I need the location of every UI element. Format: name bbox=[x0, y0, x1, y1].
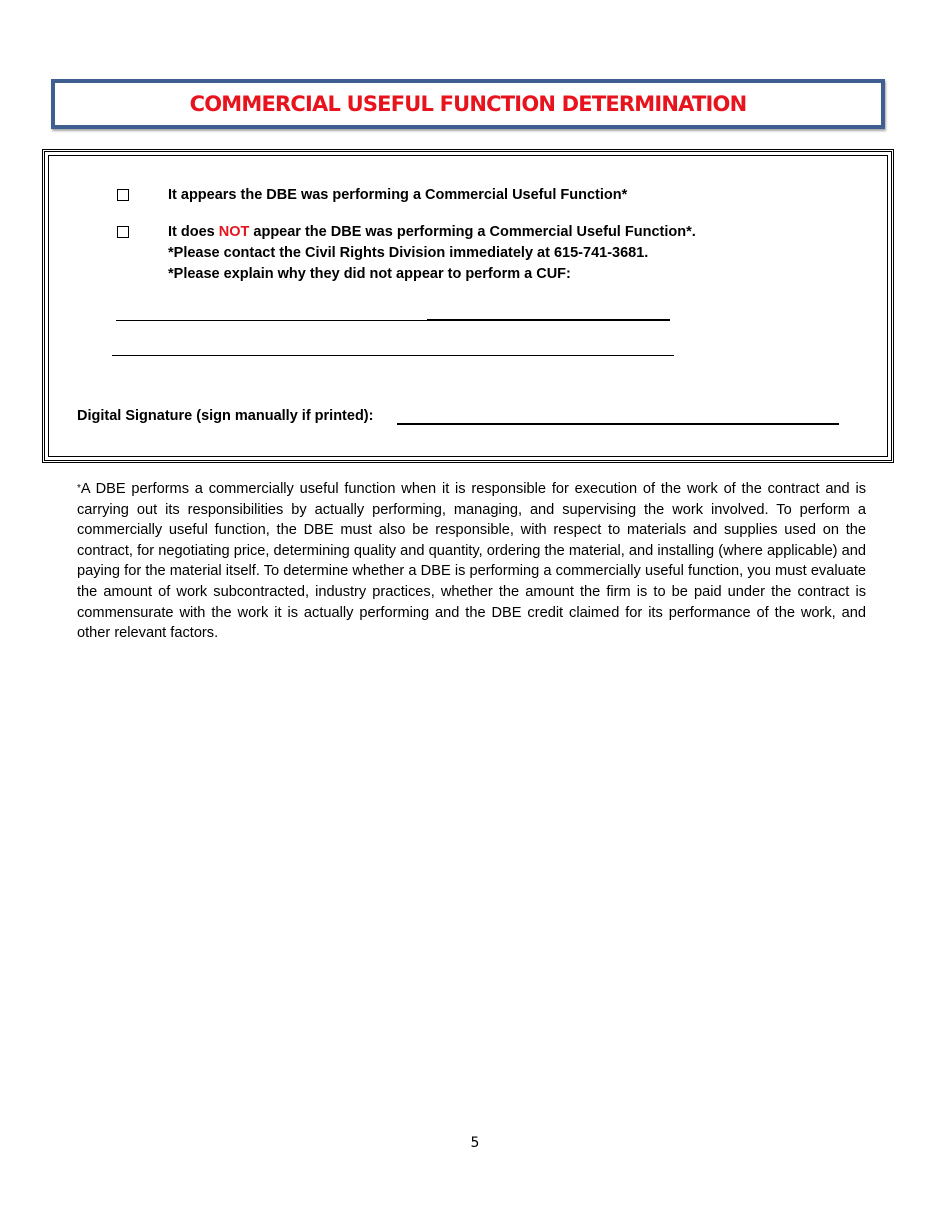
cuf-not-performed-label-prefix: It does bbox=[168, 224, 219, 240]
explanation-line-1-right[interactable] bbox=[427, 319, 670, 321]
cuf-not-performed-checkbox[interactable] bbox=[117, 226, 129, 238]
cuf-determination-form bbox=[42, 149, 894, 463]
explain-note: *Please explain why they did not appear to perform a CUF: bbox=[168, 266, 571, 282]
explanation-line-1-left[interactable] bbox=[116, 320, 427, 321]
title-banner bbox=[51, 79, 885, 129]
cuf-performed-label: It appears the DBE was performing a Commercial Useful Function* bbox=[168, 187, 628, 203]
cuf-not-performed-label bbox=[168, 222, 696, 243]
page-number: 5 bbox=[470, 1135, 480, 1151]
cuf-not-performed-label-suffix: appear the DBE was performing a Commercial Useful Function*. bbox=[249, 224, 696, 240]
footnote-star: * bbox=[77, 483, 81, 494]
cuf-performed-checkbox[interactable] bbox=[117, 189, 129, 201]
signature-label: Digital Signature (sign manually if printed): bbox=[77, 408, 374, 424]
contact-note: *Please contact the Civil Rights Division immediately at 615-741-3681. bbox=[168, 245, 649, 261]
cuf-definition-footnote bbox=[77, 479, 866, 644]
explanation-line-2[interactable] bbox=[112, 355, 674, 356]
not-emphasis: NOT bbox=[218, 224, 250, 240]
signature-line[interactable] bbox=[397, 423, 839, 425]
footnote-text: A DBE performs a commercially useful function when it is responsible for execution of the work of the contract and is carrying out its responsibilities by actually performing, managing, and supervising the work involved. To perform a commercially useful function, the DBE must also be responsible, with respect to materials and supplies used on the contract, for negotiating price, determining quality and quantity, ordering the material, and installing (where applicable) and paying for the material itself. To determine whether a DBE is performing a commercially useful function, you must evaluate the amount of work subcontracted, industry practices, whether the amount the firm is to be paid under the contract is commensurate with the work it is actually performing and the DBE credit claimed for its performance of the work, and other relevant factors. bbox=[77, 481, 866, 642]
page-title: COMMERCIAL USEFUL FUNCTION DETERMINATION bbox=[189, 92, 747, 116]
